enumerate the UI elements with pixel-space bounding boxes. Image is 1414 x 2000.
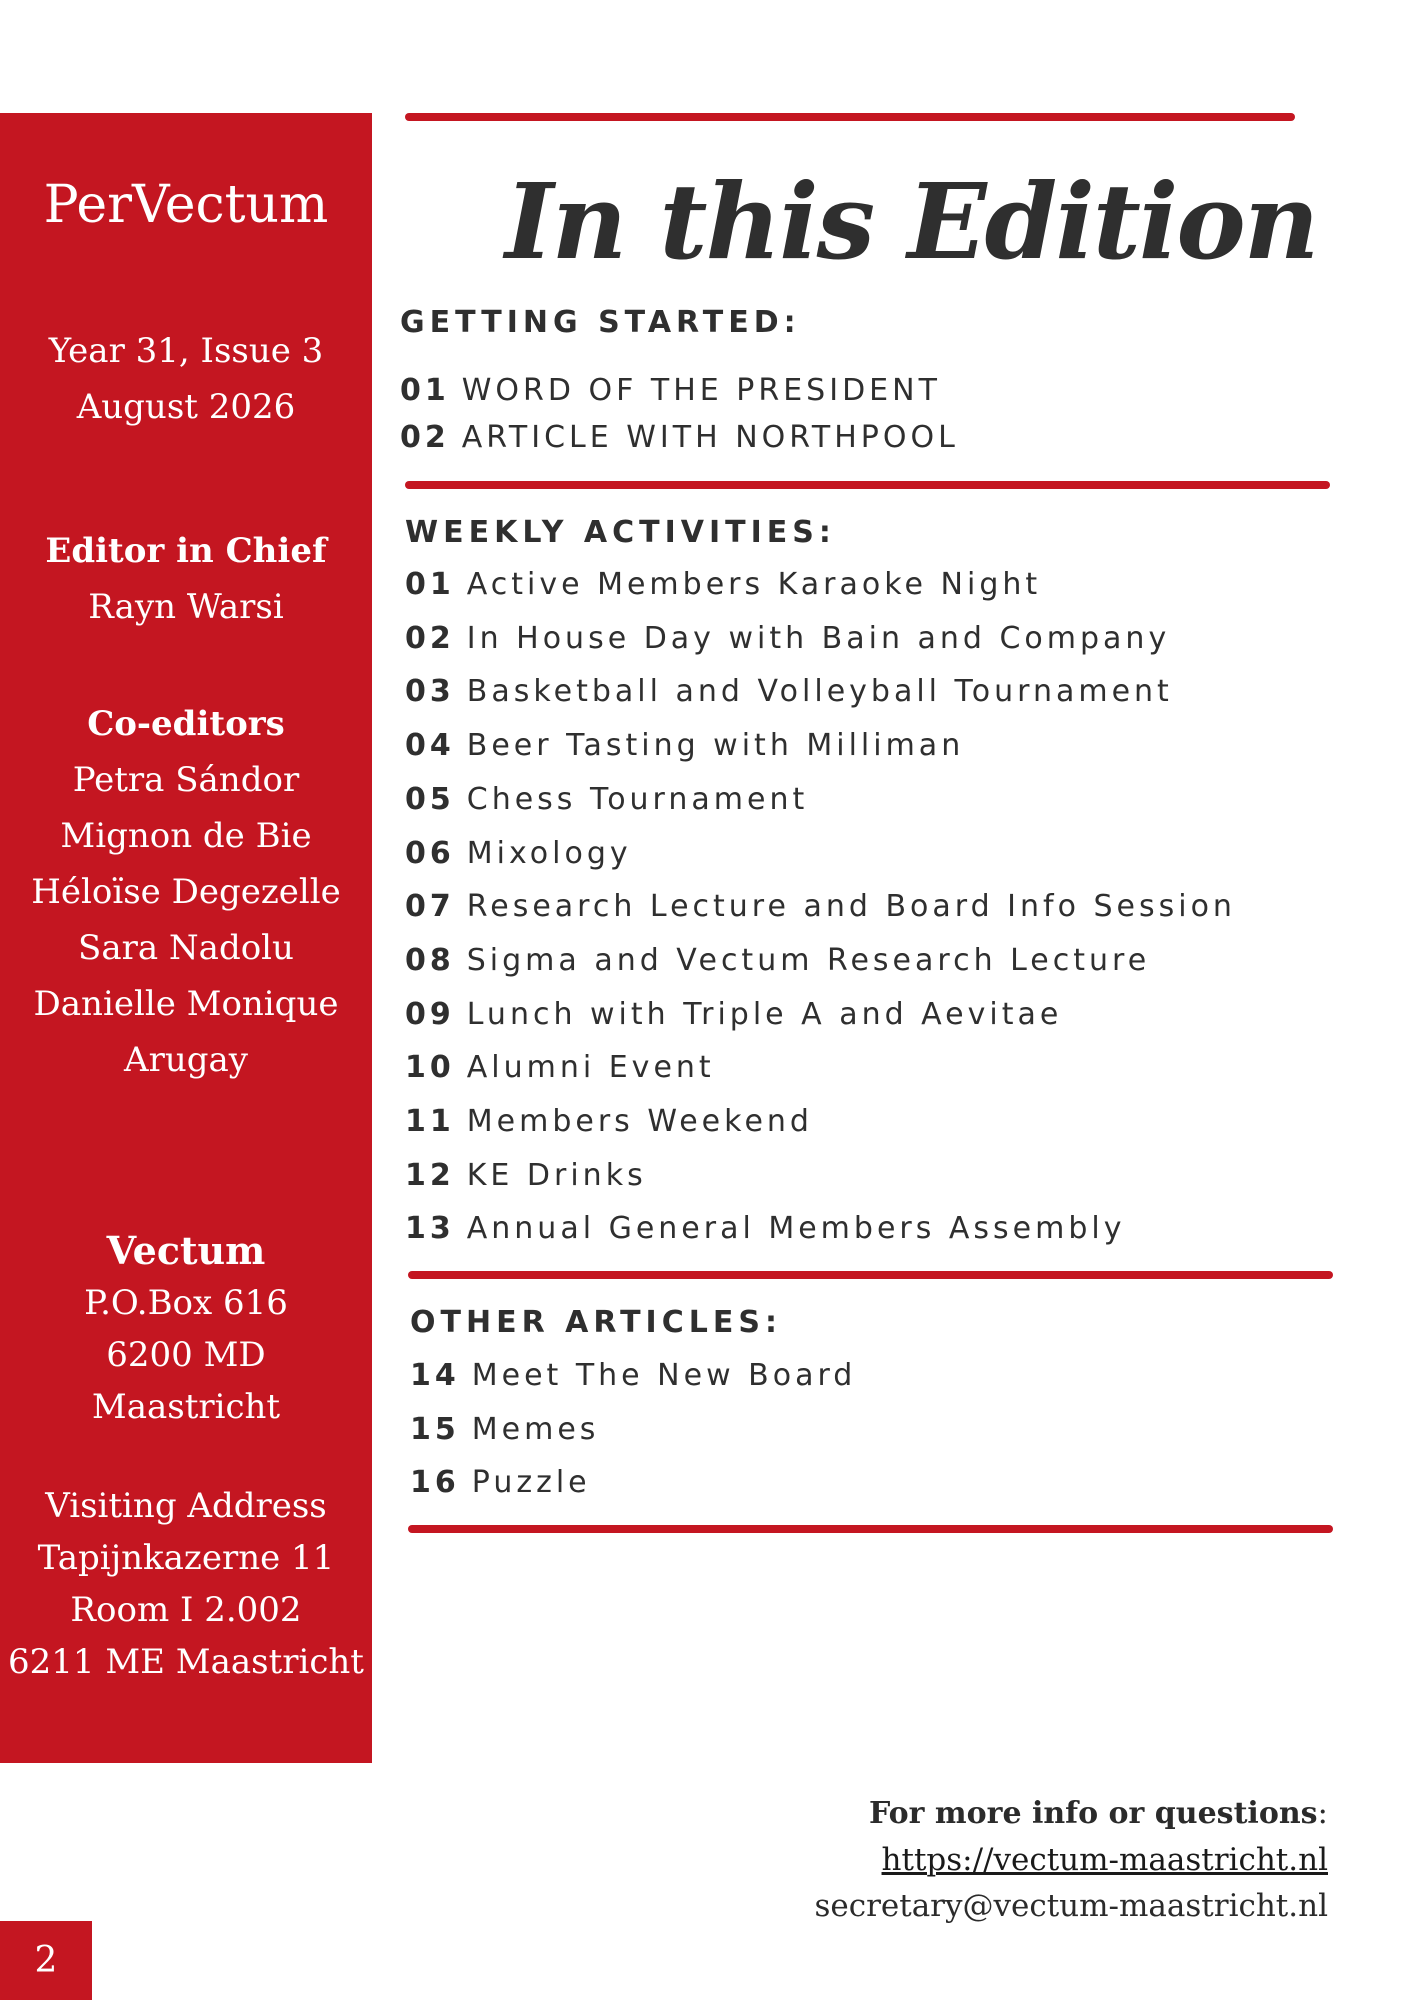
address-line: P.O.Box 616 xyxy=(84,1283,288,1323)
section-heading-other-articles: OTHER ARTICLES: xyxy=(410,1305,782,1340)
org-heading: Vectum xyxy=(106,1228,266,1273)
toc-item[interactable] xyxy=(400,373,941,408)
toc-item-label: Alumni Event xyxy=(466,1050,715,1086)
address-line: 6211 ME Maastricht xyxy=(8,1642,364,1682)
address-line: Tapijnkazerne 11 xyxy=(37,1538,335,1578)
toc-item-number: 06 xyxy=(405,835,455,871)
toc-item[interactable] xyxy=(410,1465,591,1500)
toc-item[interactable] xyxy=(405,728,964,763)
divider xyxy=(405,113,1295,121)
toc-item-number: 01 xyxy=(400,373,450,408)
editor-heading: Editor in Chief xyxy=(45,531,327,571)
toc-item-label: Active Members Karaoke Night xyxy=(466,567,1042,602)
toc-item-number: 04 xyxy=(405,728,455,764)
toc-item-number: 12 xyxy=(405,1157,455,1193)
toc-item[interactable] xyxy=(405,1211,1126,1246)
toc-item-label: Puzzle xyxy=(471,1465,591,1500)
coeditor-name: Mignon de Bie xyxy=(60,816,312,856)
toc-item[interactable] xyxy=(405,943,1150,978)
toc-item-label: Memes xyxy=(471,1411,600,1447)
toc-item[interactable] xyxy=(405,889,1236,924)
visiting-heading: Visiting Address xyxy=(45,1486,327,1526)
issue-date: August 2026 xyxy=(76,387,296,427)
toc-item-number: 07 xyxy=(405,889,455,925)
page-title: In this Edition xyxy=(505,160,1318,283)
toc-item-label: Basketball and Volleyball Tournament xyxy=(466,674,1173,710)
toc-item-number: 11 xyxy=(405,1104,455,1139)
section-heading-getting-started: GETTING STARTED: xyxy=(400,305,801,340)
toc-item[interactable] xyxy=(405,1158,647,1193)
address-line: 6200 MD xyxy=(106,1335,266,1375)
toc-item-label: Meet The New Board xyxy=(471,1358,857,1393)
toc-item-number: 16 xyxy=(410,1465,460,1500)
toc-item-label: ARTICLE WITH NORTHPOOL xyxy=(461,420,959,455)
toc-item-label: Chess Tournament xyxy=(466,781,809,817)
footer-website xyxy=(628,1842,1328,1878)
section-heading-weekly-activities: WEEKLY ACTIVITIES: xyxy=(405,515,836,550)
footer-question-colon: : xyxy=(1317,1795,1328,1831)
address-line: Room I 2.002 xyxy=(70,1590,302,1630)
toc-item-number: 15 xyxy=(410,1411,460,1447)
toc-item-number: 10 xyxy=(405,1050,455,1086)
toc-item[interactable] xyxy=(405,997,1062,1032)
visiting-address xyxy=(0,1480,372,1688)
issue-info xyxy=(0,323,372,435)
divider xyxy=(408,1271,1333,1279)
toc-item[interactable] xyxy=(405,836,632,871)
toc-item[interactable] xyxy=(410,1358,856,1393)
footer-email xyxy=(628,1888,1328,1924)
toc-item-number: 09 xyxy=(405,996,455,1032)
toc-item-label: KE Drinks xyxy=(466,1157,647,1193)
toc-item-number: 01 xyxy=(405,567,455,602)
toc-item[interactable] xyxy=(410,1412,599,1447)
coeditor-name: Sara Nadolu xyxy=(78,928,294,968)
coeditor-name: Héloïse Degezelle xyxy=(31,872,341,912)
toc-item[interactable] xyxy=(405,621,1170,656)
toc-item-label: Research Lecture and Board Info Session xyxy=(466,889,1236,925)
address-line: Maastricht xyxy=(91,1387,281,1427)
toc-item[interactable] xyxy=(405,674,1173,709)
editor-block xyxy=(0,523,372,635)
page-number: 2 xyxy=(0,1921,92,2000)
toc-item-label: Mixology xyxy=(466,835,632,871)
coeditor-name: Danielle Monique xyxy=(33,984,339,1024)
toc-item-number: 03 xyxy=(405,674,455,710)
toc-item-number: 14 xyxy=(410,1358,460,1393)
toc-item-label: Annual General Members Assembly xyxy=(466,1211,1126,1247)
toc-item-label: In House Day with Bain and Company xyxy=(466,620,1171,656)
magazine-name: PerVectum xyxy=(43,175,329,235)
toc-item[interactable] xyxy=(405,782,808,817)
toc-item-label: Sigma and Vectum Research Lecture xyxy=(466,942,1151,978)
footer-question xyxy=(628,1795,1328,1831)
postal-address xyxy=(0,1225,372,1433)
toc-item-label: Lunch with Triple A and Aevitae xyxy=(466,996,1063,1032)
sidebar xyxy=(0,113,372,1763)
toc-item[interactable] xyxy=(405,1050,715,1085)
toc-item[interactable] xyxy=(400,420,959,455)
website-link[interactable]: https://vectum-maastricht.nl xyxy=(881,1842,1328,1878)
toc-item-label: WORD OF THE PRESIDENT xyxy=(461,373,941,408)
email-address[interactable]: secretary@vectum-maastricht.nl xyxy=(814,1888,1328,1924)
toc-item-number: 13 xyxy=(405,1211,455,1247)
footer-question-text: For more info or questions xyxy=(868,1796,1318,1831)
toc-item-label: Beer Tasting with Milliman xyxy=(466,728,965,764)
toc-item-number: 02 xyxy=(400,420,450,455)
coeditors-heading: Co-editors xyxy=(87,704,285,744)
coeditor-name: Arugay xyxy=(124,1040,248,1080)
editor-name: Rayn Warsi xyxy=(88,587,284,627)
toc-item[interactable] xyxy=(405,1104,813,1139)
toc-item-label: Members Weekend xyxy=(466,1104,813,1139)
issue-number: Year 31, Issue 3 xyxy=(48,331,324,371)
divider xyxy=(405,481,1330,489)
toc-item-number: 02 xyxy=(405,620,455,656)
coeditors-block xyxy=(0,696,372,1088)
toc-item-number: 05 xyxy=(405,781,455,817)
toc-item-number: 08 xyxy=(405,942,455,978)
toc-item[interactable] xyxy=(405,567,1041,602)
coeditor-name: Petra Sándor xyxy=(72,760,300,800)
divider xyxy=(408,1525,1333,1533)
